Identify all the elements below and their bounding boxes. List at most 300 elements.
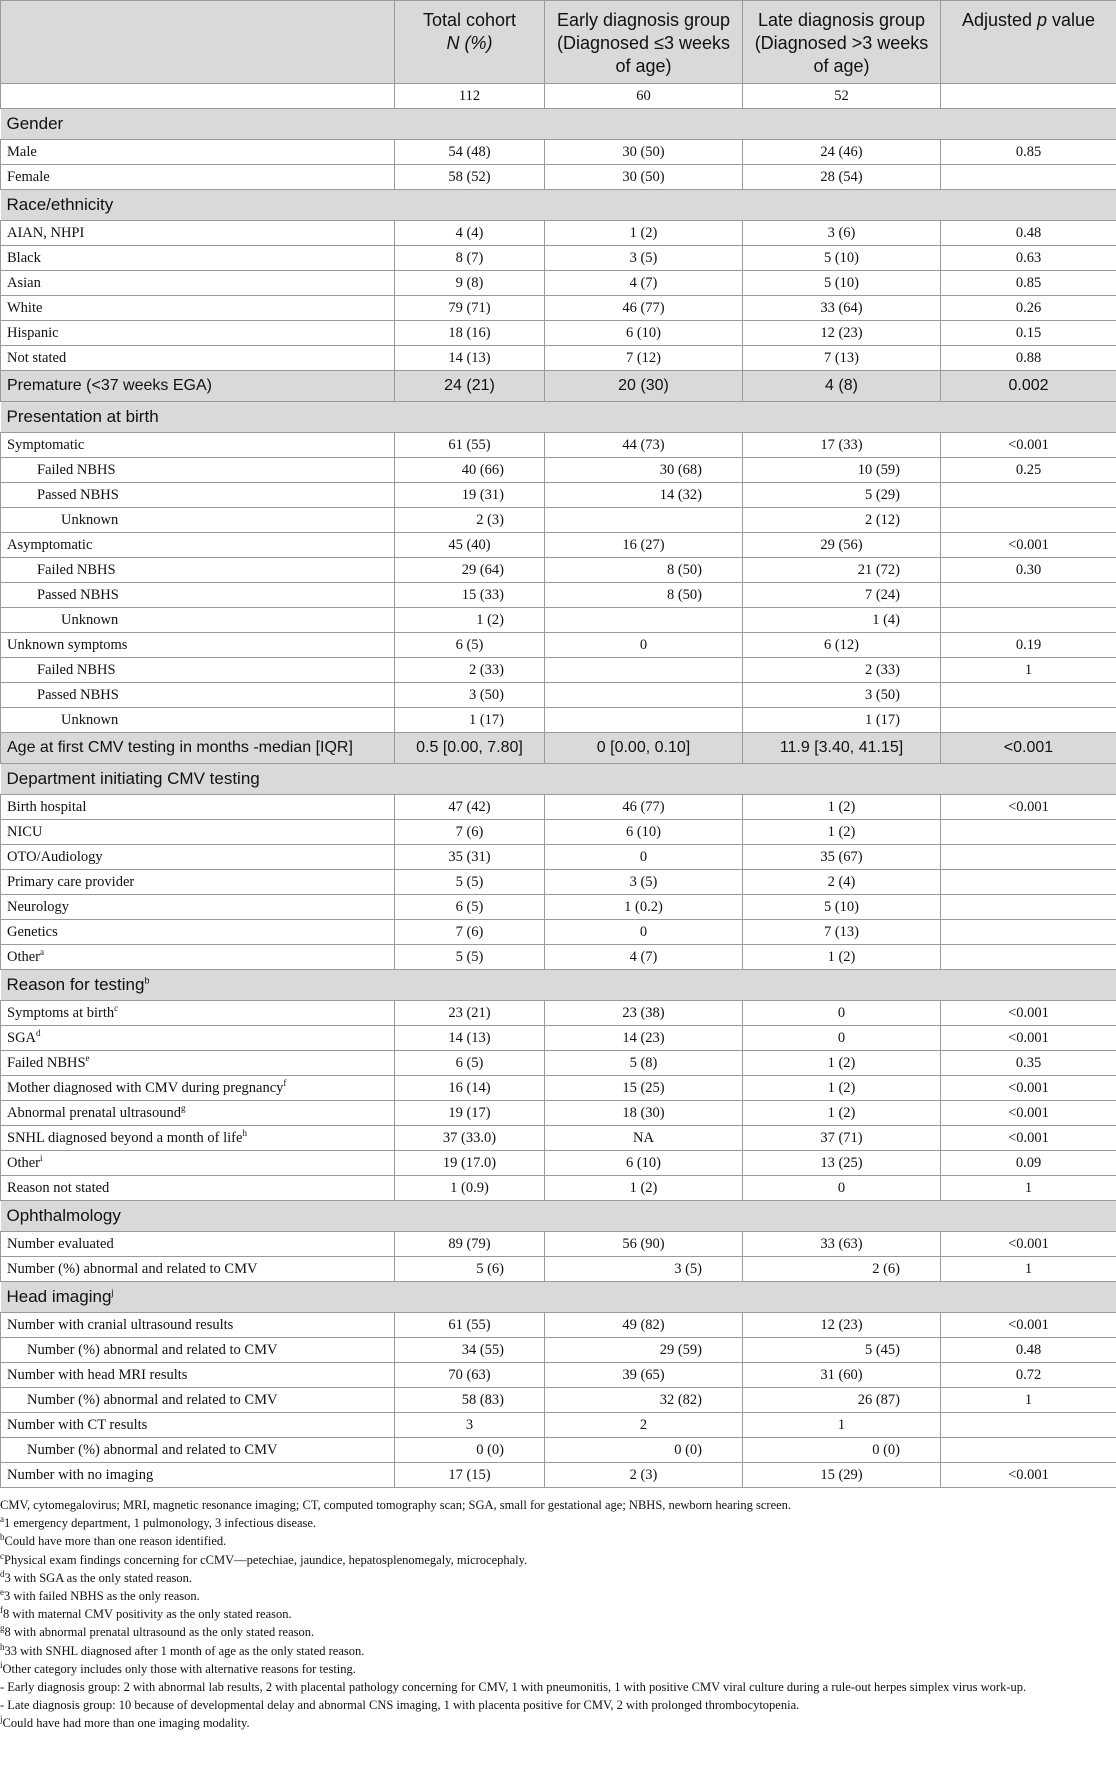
cell-total: 2 (33) bbox=[395, 658, 545, 683]
cell-late: 5 (10) bbox=[743, 895, 941, 920]
cell-late: 12 (23) bbox=[743, 1313, 941, 1338]
table-row bbox=[1, 1388, 1116, 1413]
cell-late: 1 (2) bbox=[743, 1101, 941, 1126]
cell-late: 33 (63) bbox=[743, 1232, 941, 1257]
table-row bbox=[1, 1338, 1116, 1363]
row-label: Number (%) abnormal and related to CMV bbox=[1, 1438, 395, 1463]
cell-total: 1 (17) bbox=[395, 708, 545, 733]
row-label: Symptomatic bbox=[1, 433, 395, 458]
row-label: Number (%) abnormal and related to CMV bbox=[1, 1388, 395, 1413]
footnote: $^f$8 with maternal CMV positivity as the only stated reason. bbox=[0, 1605, 292, 1622]
cell-early: 3 (5) bbox=[545, 1257, 743, 1282]
row-label: Neurology bbox=[1, 895, 395, 920]
table-row bbox=[1, 708, 1116, 733]
cell-total: 14 (13) bbox=[395, 346, 545, 371]
table-row bbox=[1, 1257, 1116, 1282]
header-blank bbox=[1, 1, 395, 84]
cell-early: 6 (10) bbox=[545, 820, 743, 845]
row-label: Age at first CMV testing in months -median [IQR] bbox=[1, 733, 395, 764]
table-row bbox=[1, 165, 1116, 190]
footnote: $^b$Could have more than one reason identified. bbox=[0, 1532, 227, 1549]
cell-late: 1 (2) bbox=[743, 795, 941, 820]
row-label: Number (%) abnormal and related to CMV bbox=[1, 1338, 395, 1363]
cell-late: 5 (29) bbox=[743, 483, 941, 508]
cell-total: 35 (31) bbox=[395, 845, 545, 870]
cell-total: 54 (48) bbox=[395, 140, 545, 165]
footnote: $^g$8 with abnormal prenatal ultrasound as the only stated reason. bbox=[0, 1623, 315, 1640]
cell-early: 0 bbox=[545, 633, 743, 658]
cell-total: 23 (21) bbox=[395, 1001, 545, 1026]
row-label: Other$^a$ bbox=[1, 945, 395, 970]
row-label: Hispanic bbox=[1, 321, 395, 346]
cell-late: 33 (64) bbox=[743, 296, 941, 321]
cell-early: 4 (7) bbox=[545, 945, 743, 970]
section-header bbox=[1, 402, 1116, 433]
cell-p: <0.001 bbox=[941, 1232, 1116, 1257]
cell-p bbox=[941, 870, 1116, 895]
table-row bbox=[1, 945, 1116, 970]
cell-early: 15 (25) bbox=[545, 1076, 743, 1101]
cell-p: <0.001 bbox=[941, 533, 1116, 558]
row-label: OTO/Audiology bbox=[1, 845, 395, 870]
footnote: $^j$Could have had more than one imaging modality. bbox=[0, 1714, 250, 1731]
cell-early bbox=[545, 608, 743, 633]
cell-early: 0 (0) bbox=[545, 1438, 743, 1463]
row-label: Number (%) abnormal and related to CMV bbox=[1, 1257, 395, 1282]
cell-p: 0.48 bbox=[941, 1338, 1116, 1363]
table-row bbox=[1, 1413, 1116, 1438]
cell-late: 24 (46) bbox=[743, 140, 941, 165]
cell-early: 23 (38) bbox=[545, 1001, 743, 1026]
cell-early: 6 (10) bbox=[545, 1151, 743, 1176]
table-row bbox=[1, 221, 1116, 246]
row-label: Genetics bbox=[1, 920, 395, 945]
cell-total: 89 (79) bbox=[395, 1232, 545, 1257]
cell-early bbox=[545, 683, 743, 708]
table-row bbox=[1, 1051, 1116, 1076]
cell-p bbox=[941, 945, 1116, 970]
cell-early: NA bbox=[545, 1126, 743, 1151]
cell-late: 2 (33) bbox=[743, 658, 941, 683]
cell-p: 0.85 bbox=[941, 140, 1116, 165]
cell-late: 3 (50) bbox=[743, 683, 941, 708]
row-label: Asian bbox=[1, 271, 395, 296]
table-row bbox=[1, 508, 1116, 533]
cell-early: 3 (5) bbox=[545, 246, 743, 271]
cell-late: 1 (2) bbox=[743, 1076, 941, 1101]
cell-p: 0.26 bbox=[941, 296, 1116, 321]
cell-total: 18 (16) bbox=[395, 321, 545, 346]
row-label: Passed NBHS bbox=[1, 683, 395, 708]
table-row bbox=[1, 1076, 1116, 1101]
row-label: Passed NBHS bbox=[1, 583, 395, 608]
cell-early: 14 (32) bbox=[545, 483, 743, 508]
row-label: Failed NBHS bbox=[1, 658, 395, 683]
cell-p: <0.001 bbox=[941, 1026, 1116, 1051]
cell-late: 15 (29) bbox=[743, 1463, 941, 1488]
cell-p: <0.001 bbox=[941, 1101, 1116, 1126]
cell-late: 5 (45) bbox=[743, 1338, 941, 1363]
table-row bbox=[1, 346, 1116, 371]
cell-total: 5 (6) bbox=[395, 1257, 545, 1282]
section-title: Reason for testing$^b$ bbox=[1, 970, 1116, 1001]
table-row bbox=[1, 246, 1116, 271]
table-row bbox=[1, 483, 1116, 508]
section-title: Presentation at birth bbox=[1, 402, 1116, 433]
cell-early: 39 (65) bbox=[545, 1363, 743, 1388]
cell-late: 7 (13) bbox=[743, 346, 941, 371]
cell-late: 12 (23) bbox=[743, 321, 941, 346]
cell-late: 1 (2) bbox=[743, 820, 941, 845]
row-label: Number with head MRI results bbox=[1, 1363, 395, 1388]
cell-p: <0.001 bbox=[941, 795, 1116, 820]
cell-late: 17 (33) bbox=[743, 433, 941, 458]
section-title: Department initiating CMV testing bbox=[1, 764, 1116, 795]
table-row bbox=[1, 920, 1116, 945]
section-header bbox=[1, 109, 1116, 140]
header-total-cohort: Total cohort N (%) bbox=[395, 1, 545, 84]
table-row bbox=[1, 658, 1116, 683]
cell-p: <0.001 bbox=[941, 1463, 1116, 1488]
cell-total: 1 (0.9) bbox=[395, 1176, 545, 1201]
cell-late: 2 (12) bbox=[743, 508, 941, 533]
section-header bbox=[1, 764, 1116, 795]
cell-p: 0.002 bbox=[941, 371, 1116, 402]
table-row bbox=[1, 820, 1116, 845]
table-row bbox=[1, 845, 1116, 870]
cell-total: 16 (14) bbox=[395, 1076, 545, 1101]
footnote: $^i$Other category includes only those with alternative reasons for testing. bbox=[0, 1659, 356, 1676]
table-row bbox=[1, 458, 1116, 483]
table-row bbox=[1, 583, 1116, 608]
cell-total: 70 (63) bbox=[395, 1363, 545, 1388]
cell-p: <0.001 bbox=[941, 1313, 1116, 1338]
cell-early: 16 (27) bbox=[545, 533, 743, 558]
cell-total: 45 (40) bbox=[395, 533, 545, 558]
cell-p: 1 bbox=[941, 658, 1116, 683]
footnote: - Early diagnosis group: 2 with abnormal lab results, 2 with placental pathology concerning for CMV, 1 with pneumonitis, 1 with positive CMV viral culture during a rule-out herpes simplex virus work-up. bbox=[0, 1680, 1027, 1695]
header-late-diagnosis: Late diagnosis group (Diagnosed >3 weeks of age) bbox=[743, 1, 941, 84]
cell-late: 7 (24) bbox=[743, 583, 941, 608]
table-row bbox=[1, 433, 1116, 458]
row-label: Failed NBHS bbox=[1, 458, 395, 483]
cell-total: 58 (83) bbox=[395, 1388, 545, 1413]
row-label: Male bbox=[1, 140, 395, 165]
cell-total: 8 (7) bbox=[395, 246, 545, 271]
cell-early: 1 (2) bbox=[545, 1176, 743, 1201]
cell-p: <0.001 bbox=[941, 1126, 1116, 1151]
row-label: Number with no imaging bbox=[1, 1463, 395, 1488]
cell-early: 0 bbox=[545, 845, 743, 870]
table-header bbox=[1, 1, 1116, 84]
cell-early: 4 (7) bbox=[545, 271, 743, 296]
cell-early bbox=[545, 658, 743, 683]
cell-late: 37 (71) bbox=[743, 1126, 941, 1151]
row-label: Unknown bbox=[1, 508, 395, 533]
n-label bbox=[1, 84, 395, 109]
cell-p: 0.35 bbox=[941, 1051, 1116, 1076]
n-early: 60 bbox=[545, 84, 743, 109]
cell-p bbox=[941, 920, 1116, 945]
cell-late: 10 (59) bbox=[743, 458, 941, 483]
header-early-diagnosis: Early diagnosis group (Diagnosed ≤3 weeks of age) bbox=[545, 1, 743, 84]
cell-early: 5 (8) bbox=[545, 1051, 743, 1076]
cell-late: 0 bbox=[743, 1026, 941, 1051]
cell-total: 6 (5) bbox=[395, 1051, 545, 1076]
cell-late: 11.9 [3.40, 41.15] bbox=[743, 733, 941, 764]
footnote: CMV, cytomegalovirus; MRI, magnetic resonance imaging; CT, computed tomography scan; SGA, small for gestational age; NBHS, newborn hearing screen. bbox=[0, 1498, 792, 1512]
n-row bbox=[1, 84, 1116, 109]
cell-late: 7 (13) bbox=[743, 920, 941, 945]
cell-p bbox=[941, 1413, 1116, 1438]
cell-p bbox=[941, 895, 1116, 920]
table-footnotes bbox=[0, 1488, 1116, 1733]
cell-early: 0 [0.00, 0.10] bbox=[545, 733, 743, 764]
cell-total: 6 (5) bbox=[395, 633, 545, 658]
cell-p: <0.001 bbox=[941, 733, 1116, 764]
cell-early: 14 (23) bbox=[545, 1026, 743, 1051]
cell-late: 1 (17) bbox=[743, 708, 941, 733]
cell-p: 0.72 bbox=[941, 1363, 1116, 1388]
cell-late: 29 (56) bbox=[743, 533, 941, 558]
row-label: AIAN, NHPI bbox=[1, 221, 395, 246]
footnote: $^d$3 with SGA as the only stated reason. bbox=[0, 1568, 192, 1585]
cell-early: 2 bbox=[545, 1413, 743, 1438]
cell-early: 30 (50) bbox=[545, 165, 743, 190]
cell-early: 56 (90) bbox=[545, 1232, 743, 1257]
cell-p: 1 bbox=[941, 1176, 1116, 1201]
row-label: Number with cranial ultrasound results bbox=[1, 1313, 395, 1338]
footnote: - Late diagnosis group: 10 because of developmental delay and abnormal CNS imaging, 1 with placenta positive for CMV, 2 with prolonged thrombocytopenia. bbox=[0, 1698, 800, 1713]
cell-total: 61 (55) bbox=[395, 433, 545, 458]
cell-p: <0.001 bbox=[941, 1001, 1116, 1026]
cell-late: 28 (54) bbox=[743, 165, 941, 190]
cell-total: 7 (6) bbox=[395, 920, 545, 945]
row-label: Number with CT results bbox=[1, 1413, 395, 1438]
row-label: Passed NBHS bbox=[1, 483, 395, 508]
cell-p: 0.88 bbox=[941, 346, 1116, 371]
cell-early: 1 (0.2) bbox=[545, 895, 743, 920]
row-label: Abnormal prenatal ultrasound$^g$ bbox=[1, 1101, 395, 1126]
cell-late: 0 bbox=[743, 1176, 941, 1201]
cell-p bbox=[941, 1438, 1116, 1463]
row-label: SGA$^d$ bbox=[1, 1026, 395, 1051]
cell-total: 2 (3) bbox=[395, 508, 545, 533]
table-row bbox=[1, 271, 1116, 296]
cell-total: 79 (71) bbox=[395, 296, 545, 321]
cell-late: 0 bbox=[743, 1001, 941, 1026]
cell-p bbox=[941, 583, 1116, 608]
cell-total: 5 (5) bbox=[395, 870, 545, 895]
row-label: Mother diagnosed with CMV during pregnancy$^f$ bbox=[1, 1076, 395, 1101]
cell-total: 58 (52) bbox=[395, 165, 545, 190]
table-body bbox=[1, 84, 1116, 1488]
cell-late: 6 (12) bbox=[743, 633, 941, 658]
cell-p: 0.63 bbox=[941, 246, 1116, 271]
cell-p bbox=[941, 508, 1116, 533]
cell-late: 1 (2) bbox=[743, 1051, 941, 1076]
cell-p bbox=[941, 708, 1116, 733]
cell-total: 3 bbox=[395, 1413, 545, 1438]
n-total: 112 bbox=[395, 84, 545, 109]
cell-early: 46 (77) bbox=[545, 795, 743, 820]
section-title: Head imaging$^j$ bbox=[1, 1282, 1116, 1313]
cell-total: 37 (33.0) bbox=[395, 1126, 545, 1151]
row-label: NICU bbox=[1, 820, 395, 845]
section-header bbox=[1, 1282, 1116, 1313]
footnote: $^h$33 with SNHL diagnosed after 1 month of age as the only stated reason. bbox=[0, 1641, 365, 1658]
table-row bbox=[1, 140, 1116, 165]
cell-total: 24 (21) bbox=[395, 371, 545, 402]
table-row bbox=[1, 870, 1116, 895]
row-label: Symptoms at birth$^c$ bbox=[1, 1001, 395, 1026]
cell-early: 44 (73) bbox=[545, 433, 743, 458]
cell-early: 6 (10) bbox=[545, 321, 743, 346]
cell-early: 30 (50) bbox=[545, 140, 743, 165]
cell-total: 47 (42) bbox=[395, 795, 545, 820]
cell-early bbox=[545, 708, 743, 733]
cell-total: 1 (2) bbox=[395, 608, 545, 633]
footnote: $^c$Physical exam findings concerning for cCMV—petechiae, jaundice, hepatosplenomegaly, microcephaly. bbox=[0, 1550, 528, 1567]
cell-late: 3 (6) bbox=[743, 221, 941, 246]
cell-p bbox=[941, 820, 1116, 845]
n-p bbox=[941, 84, 1116, 109]
cell-total: 4 (4) bbox=[395, 221, 545, 246]
cell-late: 1 (4) bbox=[743, 608, 941, 633]
row-label: Black bbox=[1, 246, 395, 271]
cell-early: 49 (82) bbox=[545, 1313, 743, 1338]
table-row bbox=[1, 1176, 1116, 1201]
section-header bbox=[1, 970, 1116, 1001]
row-label: Unknown symptoms bbox=[1, 633, 395, 658]
row-label: Unknown bbox=[1, 708, 395, 733]
cell-total: 29 (64) bbox=[395, 558, 545, 583]
cell-p: 0.19 bbox=[941, 633, 1116, 658]
cell-total: 0 (0) bbox=[395, 1438, 545, 1463]
row-label: Premature (<37 weeks EGA) bbox=[1, 371, 395, 402]
cell-late: 0 (0) bbox=[743, 1438, 941, 1463]
cell-total: 19 (17.0) bbox=[395, 1151, 545, 1176]
row-label: Unknown bbox=[1, 608, 395, 633]
row-label: Female bbox=[1, 165, 395, 190]
table-row bbox=[1, 1126, 1116, 1151]
cell-early: 18 (30) bbox=[545, 1101, 743, 1126]
cell-total: 61 (55) bbox=[395, 1313, 545, 1338]
cell-early: 8 (50) bbox=[545, 558, 743, 583]
table-row bbox=[1, 296, 1116, 321]
highlight-row bbox=[1, 733, 1116, 764]
table-row bbox=[1, 1363, 1116, 1388]
cell-early: 30 (68) bbox=[545, 458, 743, 483]
cell-early: 8 (50) bbox=[545, 583, 743, 608]
cell-p bbox=[941, 608, 1116, 633]
table-row bbox=[1, 1001, 1116, 1026]
row-label: SNHL diagnosed beyond a month of life$^h$ bbox=[1, 1126, 395, 1151]
cell-early bbox=[545, 508, 743, 533]
cell-early: 32 (82) bbox=[545, 1388, 743, 1413]
cell-total: 6 (5) bbox=[395, 895, 545, 920]
cell-p: 0.15 bbox=[941, 321, 1116, 346]
cell-p bbox=[941, 483, 1116, 508]
table-row bbox=[1, 1313, 1116, 1338]
table-row bbox=[1, 1101, 1116, 1126]
section-header bbox=[1, 190, 1116, 221]
footnote: $^a$1 emergency department, 1 pulmonology, 3 infectious disease. bbox=[0, 1514, 317, 1531]
cell-p: 0.25 bbox=[941, 458, 1116, 483]
section-title: Race/ethnicity bbox=[1, 190, 1116, 221]
cell-total: 0.5 [0.00, 7.80] bbox=[395, 733, 545, 764]
cell-p: 1 bbox=[941, 1388, 1116, 1413]
cell-total: 9 (8) bbox=[395, 271, 545, 296]
cell-late: 5 (10) bbox=[743, 246, 941, 271]
cell-early: 46 (77) bbox=[545, 296, 743, 321]
cell-total: 17 (15) bbox=[395, 1463, 545, 1488]
row-label: White bbox=[1, 296, 395, 321]
row-label: Not stated bbox=[1, 346, 395, 371]
cell-p bbox=[941, 165, 1116, 190]
cell-early: 7 (12) bbox=[545, 346, 743, 371]
cell-p bbox=[941, 683, 1116, 708]
footnote: $^e$3 with failed NBHS as the only reason. bbox=[0, 1586, 200, 1604]
cell-early: 29 (59) bbox=[545, 1338, 743, 1363]
section-header bbox=[1, 1201, 1116, 1232]
cell-late: 21 (72) bbox=[743, 558, 941, 583]
highlight-row bbox=[1, 371, 1116, 402]
cell-total: 40 (66) bbox=[395, 458, 545, 483]
cell-late: 1 (2) bbox=[743, 945, 941, 970]
cell-late: 13 (25) bbox=[743, 1151, 941, 1176]
cell-total: 34 (55) bbox=[395, 1338, 545, 1363]
row-label: Failed NBHS bbox=[1, 558, 395, 583]
cell-p: 0.85 bbox=[941, 271, 1116, 296]
cell-p: 1 bbox=[941, 1257, 1116, 1282]
table-row bbox=[1, 683, 1116, 708]
cell-p: 0.30 bbox=[941, 558, 1116, 583]
cell-late: 5 (10) bbox=[743, 271, 941, 296]
cell-p bbox=[941, 845, 1116, 870]
cell-total: 19 (31) bbox=[395, 483, 545, 508]
n-late: 52 bbox=[743, 84, 941, 109]
row-label: Asymptomatic bbox=[1, 533, 395, 558]
table-row bbox=[1, 533, 1116, 558]
cell-total: 7 (6) bbox=[395, 820, 545, 845]
table-row bbox=[1, 558, 1116, 583]
cell-late: 26 (87) bbox=[743, 1388, 941, 1413]
cell-early: 3 (5) bbox=[545, 870, 743, 895]
table-row bbox=[1, 1232, 1116, 1257]
table-row bbox=[1, 321, 1116, 346]
table-row bbox=[1, 633, 1116, 658]
table-row bbox=[1, 1438, 1116, 1463]
row-label: Birth hospital bbox=[1, 795, 395, 820]
section-title: Ophthalmology bbox=[1, 1201, 1116, 1232]
cell-total: 19 (17) bbox=[395, 1101, 545, 1126]
table-row bbox=[1, 1151, 1116, 1176]
table-row bbox=[1, 1463, 1116, 1488]
table-row bbox=[1, 795, 1116, 820]
row-label: Reason not stated bbox=[1, 1176, 395, 1201]
cell-late: 1 bbox=[743, 1413, 941, 1438]
row-label: Other$^i$ bbox=[1, 1151, 395, 1176]
cell-early: 2 (3) bbox=[545, 1463, 743, 1488]
row-label: Primary care provider bbox=[1, 870, 395, 895]
cell-early: 1 (2) bbox=[545, 221, 743, 246]
cell-early: 20 (30) bbox=[545, 371, 743, 402]
cell-late: 2 (4) bbox=[743, 870, 941, 895]
section-title: Gender bbox=[1, 109, 1116, 140]
cell-total: 3 (50) bbox=[395, 683, 545, 708]
cell-late: 35 (67) bbox=[743, 845, 941, 870]
